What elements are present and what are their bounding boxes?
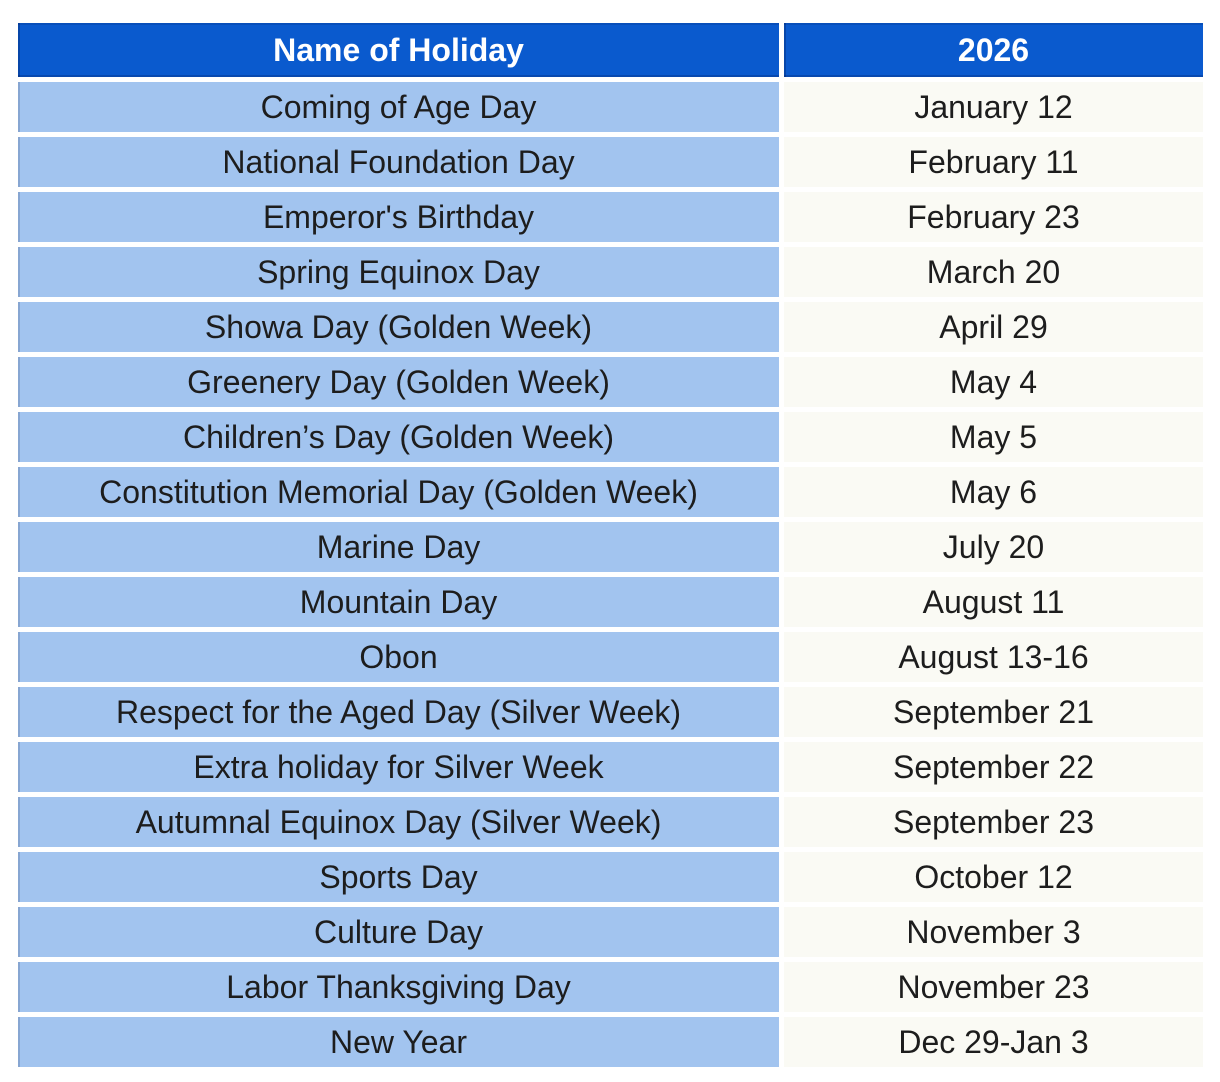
- holiday-date-cell: October 12: [784, 852, 1203, 902]
- holiday-date-cell: May 6: [784, 467, 1203, 517]
- holiday-date-cell: September 22: [784, 742, 1203, 792]
- column-header-year: 2026: [784, 23, 1203, 77]
- header-row: [18, 23, 1203, 77]
- column-header-holiday-name: Name of Holiday: [18, 23, 779, 77]
- holiday-name-cell: Respect for the Aged Day (Silver Week): [18, 687, 779, 737]
- holiday-date-cell: Dec 29-Jan 3: [784, 1017, 1203, 1067]
- table-row: [18, 962, 1203, 1012]
- table-row: [18, 357, 1203, 407]
- table-row: [18, 577, 1203, 627]
- holiday-name-cell: Obon: [18, 632, 779, 682]
- holiday-name-cell: Showa Day (Golden Week): [18, 302, 779, 352]
- holiday-date-cell: September 21: [784, 687, 1203, 737]
- holiday-table-container: [13, 18, 1208, 1072]
- holiday-name-cell: Sports Day: [18, 852, 779, 902]
- holiday-name-cell: Emperor's Birthday: [18, 192, 779, 242]
- holiday-date-cell: November 23: [784, 962, 1203, 1012]
- holiday-date-cell: April 29: [784, 302, 1203, 352]
- holiday-name-cell: Extra holiday for Silver Week: [18, 742, 779, 792]
- holiday-date-cell: May 5: [784, 412, 1203, 462]
- holiday-date-cell: March 20: [784, 247, 1203, 297]
- holiday-name-cell: Labor Thanksgiving Day: [18, 962, 779, 1012]
- table-row: [18, 687, 1203, 737]
- table-row: [18, 742, 1203, 792]
- holiday-date-cell: January 12: [784, 82, 1203, 132]
- holiday-name-cell: Children’s Day (Golden Week): [18, 412, 779, 462]
- holiday-date-cell: November 3: [784, 907, 1203, 957]
- table-row: [18, 412, 1203, 462]
- table-row: [18, 1017, 1203, 1067]
- holiday-name-cell: Culture Day: [18, 907, 779, 957]
- holiday-date-cell: February 11: [784, 137, 1203, 187]
- holiday-date-cell: July 20: [784, 522, 1203, 572]
- table-row: [18, 302, 1203, 352]
- holiday-name-cell: National Foundation Day: [18, 137, 779, 187]
- holiday-date-cell: August 11: [784, 577, 1203, 627]
- holiday-date-cell: August 13-16: [784, 632, 1203, 682]
- japan-holidays-2026-table: [13, 18, 1208, 1072]
- table-row: [18, 137, 1203, 187]
- table-row: [18, 632, 1203, 682]
- table-row: [18, 852, 1203, 902]
- holiday-date-cell: February 23: [784, 192, 1203, 242]
- holiday-name-cell: Autumnal Equinox Day (Silver Week): [18, 797, 779, 847]
- table-row: [18, 247, 1203, 297]
- table-row: [18, 467, 1203, 517]
- holiday-date-cell: May 4: [784, 357, 1203, 407]
- holiday-name-cell: Mountain Day: [18, 577, 779, 627]
- holiday-name-cell: Spring Equinox Day: [18, 247, 779, 297]
- table-row: [18, 907, 1203, 957]
- holiday-name-cell: New Year: [18, 1017, 779, 1067]
- holiday-name-cell: Greenery Day (Golden Week): [18, 357, 779, 407]
- holiday-name-cell: Coming of Age Day: [18, 82, 779, 132]
- table-row: [18, 797, 1203, 847]
- table-row: [18, 82, 1203, 132]
- table-row: [18, 192, 1203, 242]
- holiday-date-cell: September 23: [784, 797, 1203, 847]
- table-row: [18, 522, 1203, 572]
- holiday-name-cell: Constitution Memorial Day (Golden Week): [18, 467, 779, 517]
- holiday-name-cell: Marine Day: [18, 522, 779, 572]
